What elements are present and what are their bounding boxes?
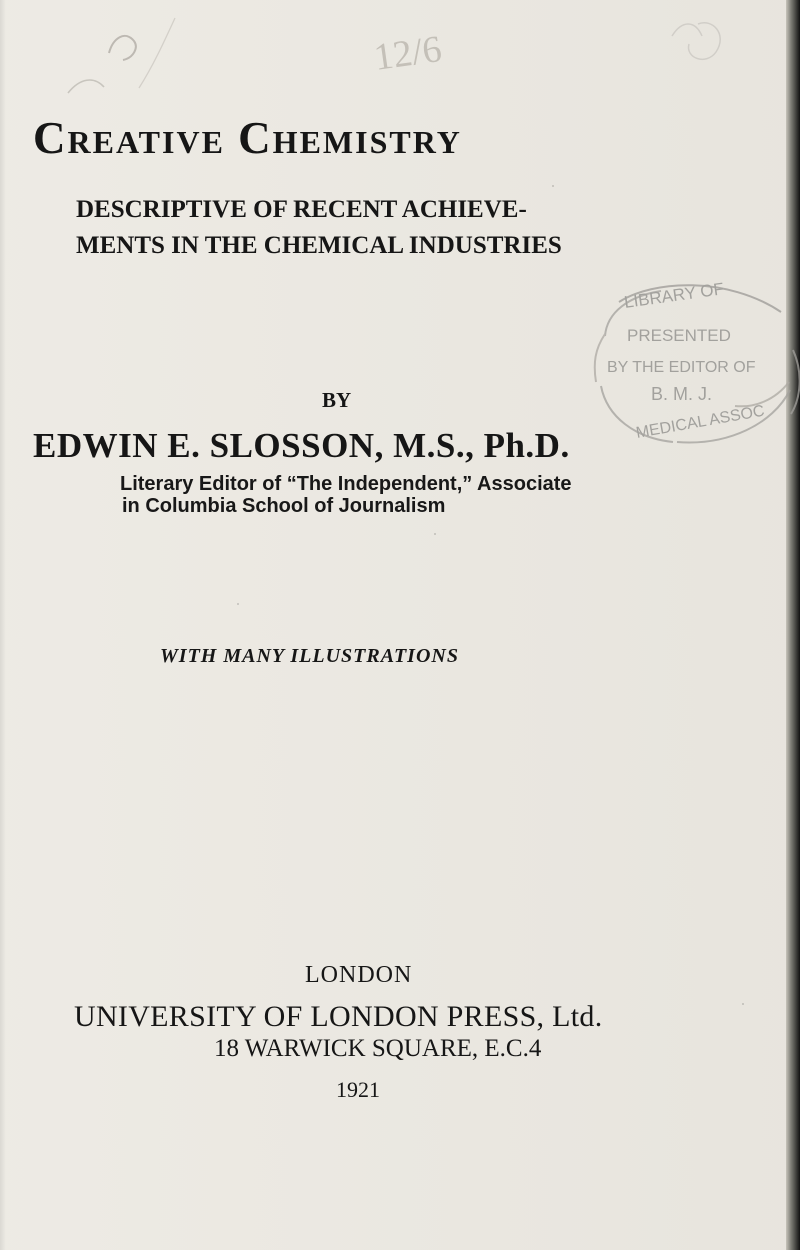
author-name: EDWIN E. SLOSSON, M.S., Ph.D. — [33, 426, 570, 465]
by-label: BY — [322, 388, 352, 412]
paper-speck — [552, 185, 554, 187]
stamp-line-5: MEDICAL ASSOC — [634, 402, 766, 442]
publication-year: 1921 — [336, 1077, 380, 1102]
stamp-line-3: BY THE EDITOR OF — [607, 359, 756, 376]
book-title: Creative Chemistry — [33, 113, 462, 163]
book-spine-edge — [786, 0, 800, 1250]
paper-speck — [742, 1003, 744, 1005]
pencil-page-mark: 12/6 — [371, 27, 445, 79]
author-credentials — [120, 473, 640, 517]
page-left-shadow — [0, 0, 6, 1250]
subtitle-line-1: DESCRIPTIVE OF RECENT ACHIEVE- — [76, 196, 527, 223]
publisher-address: 18 WARWICK SQUARE, E.C.4 — [214, 1035, 542, 1062]
stamp-line-1: LIBRARY OF — [622, 279, 726, 312]
subtitle-line-2: MENTS IN THE CHEMICAL INDUSTRIES — [76, 232, 562, 259]
credentials-line-2: in Columbia School of Journalism — [122, 495, 446, 517]
publisher-name: UNIVERSITY OF LONDON PRESS, Ltd. — [74, 1000, 603, 1033]
credentials-line-1: Literary Editor of “The Independent,” Associate — [120, 473, 572, 495]
stamp-line-2: PRESENTED — [627, 326, 731, 345]
pencil-marks — [60, 8, 750, 96]
book-subtitle — [76, 192, 636, 264]
library-stamp — [585, 274, 800, 450]
paper-speck — [237, 603, 239, 605]
paper-speck — [434, 533, 436, 535]
stamp-line-4: B. M. J. — [651, 384, 713, 404]
illustrations-note: WITH MANY ILLUSTRATIONS — [160, 645, 459, 667]
publisher-city: LONDON — [305, 962, 413, 988]
